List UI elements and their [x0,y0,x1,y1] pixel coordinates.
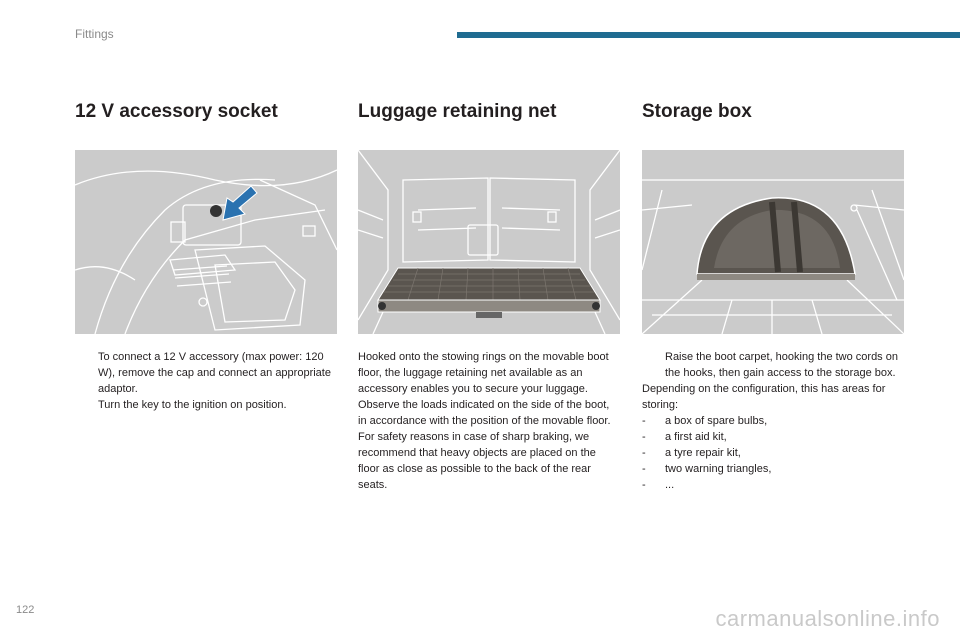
list-item-text: two warning triangles, [665,463,772,475]
list-item [642,445,904,461]
header-accent-bar [457,32,960,38]
list-item-text: a first aid kit, [665,431,727,443]
instruction-item [75,349,337,397]
luggage-net-icon [358,150,620,334]
accessory-socket-title: 12 V accessory socket [75,101,278,122]
paragraph: For safety reasons in case of sharp braking, we recommend that heavy objects are placed on the floor as close as possible to the back of the rear seats. [358,431,596,491]
storage-box-icon [642,150,904,334]
accessory-socket-icon [75,150,337,334]
instruction-text: To connect a 12 V accessory (max power: 120 W), remove the cap and connect an appropriate adaptor. [98,351,331,395]
instruction-item [642,349,904,381]
list-item [642,413,904,429]
section-label: Fittings [75,27,114,41]
list-item [642,429,904,445]
dash-marker: - [642,415,646,427]
storage-intro: Depending on the configuration, this has areas for storing: [642,383,886,411]
list-item-text: a tyre repair kit, [665,447,741,459]
page-number: 122 [16,604,35,616]
instruction-text: Raise the boot carpet, hooking the two cords on the hooks, then gain access to the storage box. [665,351,898,379]
storage-box-illustration [642,150,904,334]
luggage-net-title: Luggage retaining net [358,101,557,122]
list-item-text: a box of spare bulbs, [665,415,768,427]
list-item-text: ... [665,479,675,491]
instruction-item [75,397,337,413]
storage-box-instructions [642,349,904,493]
accessory-socket-instructions [75,349,337,413]
dash-marker: - [642,447,646,459]
paragraph: Hooked onto the stowing rings on the movable boot floor, the luggage retaining net available as an accessory enables you to secure your luggage. [358,351,609,395]
accessory-socket-illustration [75,150,337,334]
storage-box-title: Storage box [642,101,752,122]
watermark: carmanualsonline.info [715,606,940,631]
paragraph: Observe the loads indicated on the side of the boot, in accordance with the position of the movable floor. [358,399,611,427]
list-item [642,461,904,477]
dash-marker: - [642,463,646,475]
luggage-net-description [358,349,620,493]
list-item [642,477,904,493]
dash-marker: - [642,431,646,443]
dash-marker: - [642,479,646,491]
instruction-text: Turn the key to the ignition on position. [98,399,287,411]
luggage-net-illustration [358,150,620,334]
